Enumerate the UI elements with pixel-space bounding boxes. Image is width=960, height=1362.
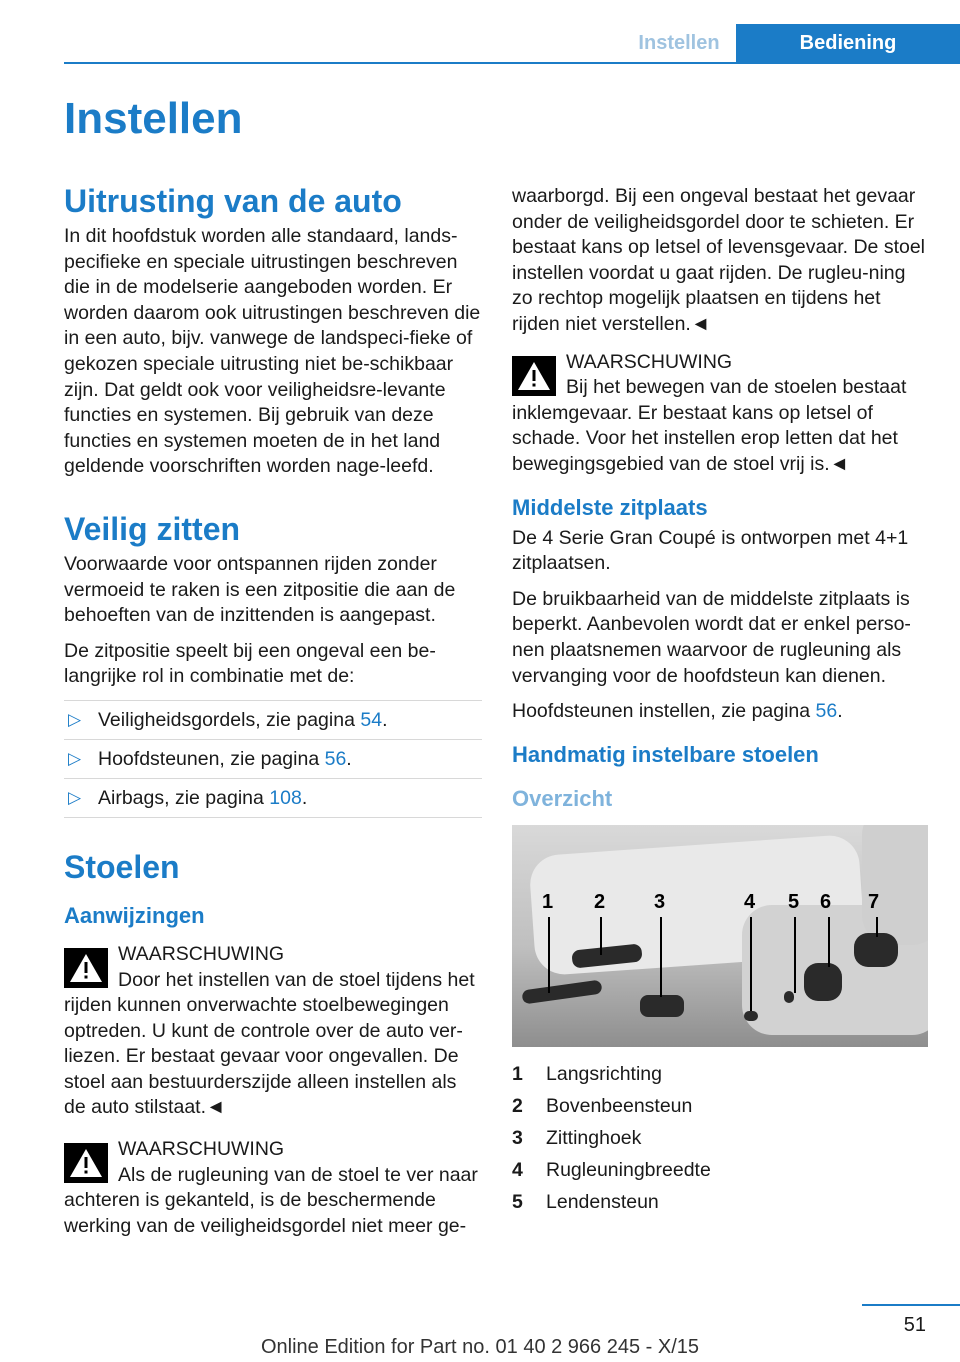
tab-bediening[interactable]: Bediening [736,24,960,62]
lever-longitudinal [521,979,602,1004]
heading-overzicht: Overzicht [512,785,613,811]
callout-7: 7 [868,890,880,913]
legend-item: 4 Rugleuningbreedte [512,1159,711,1182]
warning-block-1 [64,942,482,1121]
middelste-p2: De bruikbaarheid van de middelste zitplaats is beperkt. Aanbevolen wordt dat er enkel perso-nen plaatsnemen waarvoor de rugleuning als vervanging voor de hoofdsteun kan dienen. [512,587,911,687]
warning-block-3 [512,350,930,478]
seat-backrest [862,825,928,945]
warning-text: Als de rugleuning van de stoel te ver naar achteren is gekanteld, is de beschermende werking van de veiligheidsgordel niet meer ge- [64,1163,478,1237]
warning-triangle-icon [64,1143,108,1183]
veilig-p2: De zitpositie speelt bij een ongeval een be-langrijke rol in combinatie met de: [64,639,436,688]
legend-item: 2 Bovenbeensteun [512,1095,693,1118]
uitrusting-text: In dit hoofdstuk worden alle standaard, lands-pecifieke en speciale uitrustingen beschreven die in de modelserie aangeboden worden. Er worden daarom ook uitrustingen beschreven die in een auto, bijv. vanwege de landspeci-fieke of gekozen speciale uitrusting niet be-schikbaar zijn. Dat geldt ook voor veiligheidsre-levante functies en systemen. Bij gebruik van deze functies en systemen moeten de in het land geldende voorschriften worden nage-leefd. [64,225,481,478]
page-link-56[interactable]: 56 [324,747,347,770]
seat-controls-photo [512,825,928,1047]
right-column [512,184,930,1219]
knob-backrest-width [744,1011,758,1021]
tab-instellen[interactable]: Instellen [638,32,720,54]
middelste-p3: Hoofdsteunen instellen, zie pagina 56. [512,700,843,723]
triangle-bullet-icon: ▷ [68,709,82,729]
list-item: ▷ Veiligheidsgordels, zie pagina 54. [64,701,482,740]
triangle-bullet-icon: ▷ [68,748,82,768]
callout-2: 2 [594,890,606,913]
callout-1: 1 [542,890,554,913]
warning-title: WAARSCHUWING [566,350,733,373]
middelste-p1: De 4 Serie Gran Coupé is ontworpen met 4+1 zitplaatsen. [512,526,909,575]
warning-text: Door het instellen van de stoel tijdens het rijden kunnen onverwachte stoelbewegingen optreden. U kunt de controle over de auto ver-liezen. Er bestaat gevaar voor ongevallen. De stoel aan bestuurderszijde alleen instellen als de auto stilstaat.◄ [64,968,475,1119]
warning-block-2 [64,1137,482,1239]
warning-triangle-icon [512,356,556,396]
legend-list [512,1059,930,1219]
warning-title: WAARSCHUWING [118,1138,285,1161]
triangle-bullet-icon: ▷ [68,787,82,807]
heading-uitrusting: Uitrusting van de auto [64,183,402,219]
veilig-list [64,700,482,818]
heading-handmatig: Handmatig instelbare stoelen [512,741,819,767]
left-column [64,182,482,1255]
callout-5: 5 [788,890,800,913]
callout-6: 6 [820,890,832,913]
legend-item: 3 Zittinghoek [512,1127,642,1150]
lever-backrest-2 [854,933,898,967]
heading-middelste-zitplaats: Middelste zitplaats [512,494,708,520]
list-item: ▷ Hoofdsteunen, zie pagina 56. [64,740,482,779]
legend-item: 1 Langsrichting [512,1063,662,1086]
heading-stoelen: Stoelen [64,848,180,885]
heading-veilig-zitten: Veilig zitten [64,510,241,547]
footer-rule [862,1304,960,1306]
callout-3: 3 [654,890,666,913]
warning-title: WAARSCHUWING [118,942,285,965]
page-link-108[interactable]: 108 [269,786,302,809]
heading-aanwijzingen: Aanwijzingen [64,902,205,928]
legend-item: 5 Lendensteun [512,1191,659,1214]
list-item: ▷ Airbags, zie pagina 108. [64,779,482,818]
warning-text: Bij het bewegen van de stoelen bestaat inklemgevaar. Er bestaat kans op letsel of schade. Voor het instellen erop letten dat het bewegingsgebied van de stoel vrij is.◄ [512,376,907,475]
callout-4: 4 [744,890,756,913]
lever-backrest [804,963,842,1001]
continued-text: waarborgd. Bij een ongeval bestaat het gevaar onder de veiligheidsgordel door te schieten. Er bestaat kans op letsel of levensgevaar. De stoel instellen voordat u gaat rijden. De rugleu-ning zo rechtop mogelijk plaatsen en tijdens het rijden niet verstellen.◄ [512,185,926,335]
veilig-p1: Voorwaarde voor ontspannen rijden zonder vermoeid te raken is een zitpositie die aan de behoeften van de inzittenden is aangepast. [64,552,456,627]
chapter-title: Instellen [64,94,243,143]
page-link-56[interactable]: 56 [815,700,838,723]
edition-line: Online Edition for Part no. 01 40 2 966 245 - X/15 [260,1336,700,1358]
header-bar [64,24,960,64]
lever-seat-angle [640,995,684,1017]
knob-lumbar [784,991,794,1003]
warning-triangle-icon [64,948,108,988]
page-number: 51 [903,1314,926,1336]
page-link-54[interactable]: 54 [360,708,383,731]
